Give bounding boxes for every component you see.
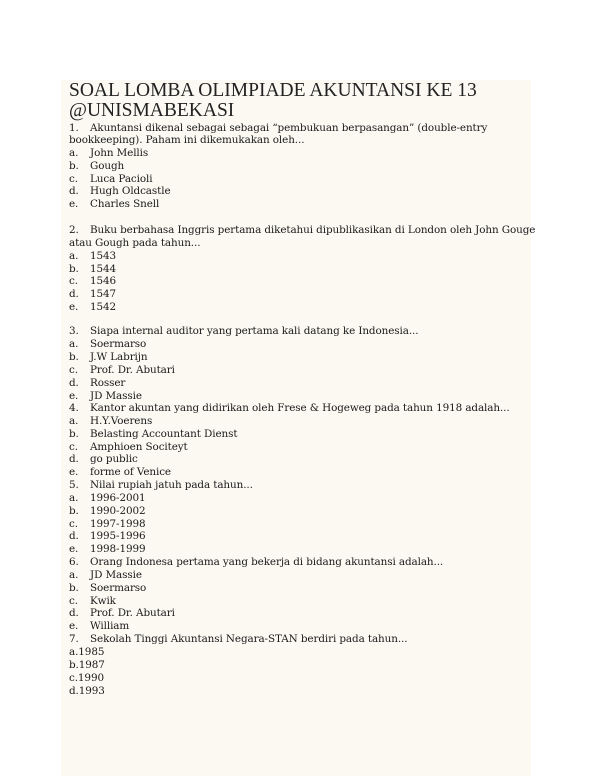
q3-option-b: b. J.W Labrijn (69, 351, 148, 363)
question-number: 7. (69, 633, 79, 645)
question-number: 6. (69, 556, 79, 568)
q6-option-c: c. Kwik (69, 595, 116, 607)
title-line-1: SOAL LOMBA OLIMPIADE AKUNTANSI KE 13 (69, 80, 477, 101)
q1-option-b: b. Gough (69, 160, 125, 172)
q4-option-e: e. forme of Venice (69, 466, 171, 478)
q7-option-b: b.1987 (69, 659, 105, 671)
q3-option-c: c. Prof. Dr. Abutari (69, 364, 175, 376)
q6-option-b: b. Soermarso (69, 582, 147, 594)
question-5-text: 5. Nilai rupiah jatuh pada tahun... (69, 479, 253, 491)
q5-option-d: d. 1995-1996 (69, 530, 146, 542)
question-2-text: 2. Buku berbahasa Inggris pertama diketahui dipublikasikan di London oleh John Gouge (69, 224, 536, 236)
q7-option-a: a.1985 (69, 646, 105, 658)
question-number: 2. (69, 224, 79, 236)
q1-option-e: e. Charles Snell (69, 198, 160, 210)
q6-option-a: a. JD Massie (69, 569, 142, 581)
q1-option-a: a. John Mellis (69, 147, 149, 159)
q5-option-e: e. 1998-1999 (69, 543, 146, 555)
q6-option-e: e. William (69, 620, 130, 632)
question-number: 1. (69, 122, 79, 134)
q7-option-d: d.1993 (69, 685, 105, 697)
question-3-text: 3. Siapa internal auditor yang pertama kali datang ke Indonesia... (69, 325, 419, 337)
q4-option-b: b. Belasting Accountant Dienst (69, 428, 238, 440)
q1-option-d: d. Hugh Oldcastle (69, 185, 171, 197)
q5-option-b: b. 1990-2002 (69, 505, 146, 517)
q2-option-d: d. 1547 (69, 288, 117, 300)
q7-option-c: c.1990 (69, 672, 104, 684)
document-title (69, 81, 529, 121)
question-7-text: 7. Sekolah Tinggi Akuntansi Negara-STAN berdiri pada tahun... (69, 633, 408, 645)
q2-option-c: c. 1546 (69, 275, 117, 287)
question-number: 4. (69, 402, 79, 414)
question-2-text-cont: atau Gough pada tahun... (69, 237, 201, 249)
q6-option-d: d. Prof. Dr. Abutari (69, 607, 175, 619)
question-4-text: 4. Kantor akuntan yang didirikan oleh Frese & Hogeweg pada tahun 1918 adalah... (69, 402, 510, 414)
q2-option-e: e. 1542 (69, 301, 117, 313)
q4-option-a: a. H.Y.Voerens (69, 415, 153, 427)
q2-option-a: a. 1543 (69, 250, 117, 262)
q3-option-a: a. Soermarso (69, 338, 147, 350)
title-line-2: @UNISMABEKASI (69, 100, 235, 121)
q3-option-d: d. Rosser (69, 377, 126, 389)
q4-option-c: c. Amphioen Sociteyt (69, 441, 188, 453)
q5-option-c: c. 1997-1998 (69, 518, 146, 530)
q4-option-d: d. go public (69, 453, 138, 465)
question-1-text: 1. Akuntansi dikenal sebagai sebagai “pembukuan berpasangan” (double-entry (69, 122, 488, 134)
question-number: 5. (69, 479, 79, 491)
question-6-text: 6. Orang Indonesa pertama yang bekerja di bidang akuntansi adalah... (69, 556, 444, 568)
q3-option-e: e. JD Massie (69, 390, 142, 402)
q1-option-c: c. Luca Pacioli (69, 173, 153, 185)
q2-option-b: b. 1544 (69, 263, 117, 275)
q5-option-a: a. 1996-2001 (69, 492, 146, 504)
question-1-text-cont: bookkeeping). Paham ini dikemukakan oleh... (69, 134, 305, 146)
question-number: 3. (69, 325, 79, 337)
